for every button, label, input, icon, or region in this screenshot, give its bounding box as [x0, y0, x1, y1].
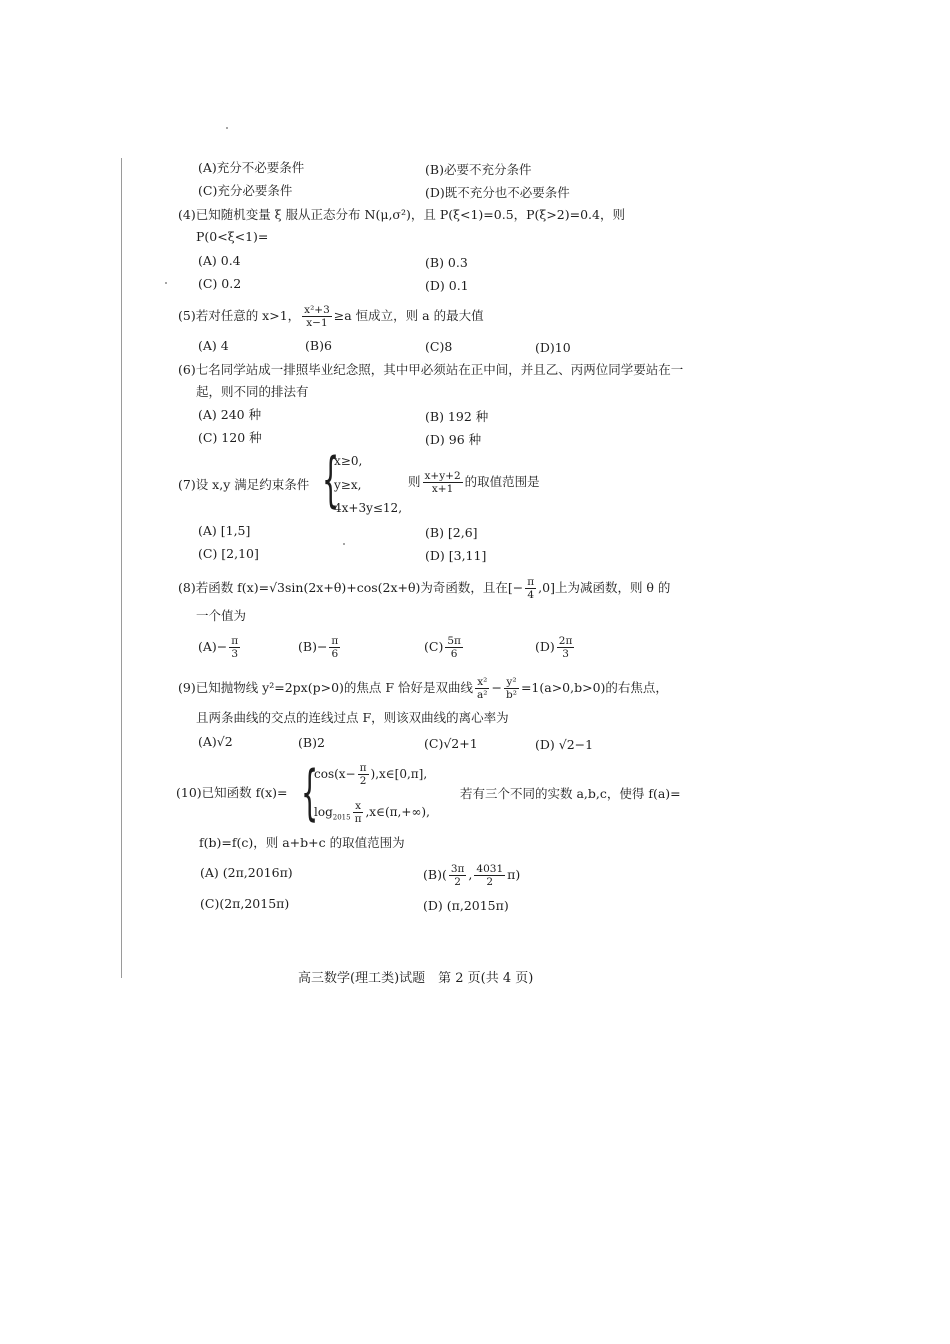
q7-stem-pre: (7)设 x,y 满足约束条件: [178, 477, 310, 492]
q9-stem-pre: (9)已知抛物线 y²=2px(p>0)的焦点 F 恰好是双曲线: [178, 680, 474, 695]
q8-option-d-den: 3: [562, 648, 569, 660]
q7-constraint-1: x≥0,: [334, 454, 363, 468]
q3-option-a: (A)充分不必要条件: [198, 160, 305, 175]
q8-option-d: [535, 635, 576, 660]
q7-option-a: (A) [1,5]: [198, 523, 251, 538]
q5-option-c: (C)8: [425, 339, 453, 354]
q10-piecewise-brace: {: [301, 758, 319, 828]
q8-option-b-num: π: [331, 635, 339, 647]
q8-option-a: [198, 635, 242, 660]
q9-option-d: (D) √2−1: [535, 737, 594, 752]
q10-option-b-frac-1: [449, 863, 467, 888]
q5-option-a: (A) 4: [198, 338, 229, 353]
q6-stem-line1: (6)七名同学站成一排照毕业纪念照，其中甲必须站在正中间，并且乙、丙两位同学要站在一: [178, 362, 684, 377]
q10-option-b-num-1: 3π: [450, 863, 465, 875]
q10-case-1-den: 2: [359, 775, 367, 787]
q8-option-a-num: π: [231, 635, 239, 647]
q9-option-b: (B)2: [298, 735, 325, 750]
q8-option-b-den: 6: [331, 648, 339, 660]
q7-option-b: (B) [2,6]: [425, 525, 478, 540]
scan-speck: [165, 282, 167, 284]
q8-fraction: [525, 576, 536, 601]
q8-option-c-den: 6: [450, 648, 458, 660]
q4-stem-line2: P(0<ξ<1)=: [196, 229, 269, 244]
q8-option-c-frac: [445, 635, 463, 660]
q8-option-d-label: (D): [535, 639, 555, 654]
q10-case-1-pre: cos(x−: [314, 767, 356, 781]
q9-stem-line2: 且两条曲线的交点的连线过点 F，则该双曲线的离心率为: [196, 710, 509, 725]
q10-option-b-label: (B)(: [423, 867, 447, 882]
q7-constraint-3: 4x+3y≤12,: [334, 501, 403, 515]
q6-option-b: (B) 192 种: [425, 409, 489, 424]
q10-case-1: [314, 762, 427, 787]
q8-stem-pre: (8)若函数 f(x)=√3sin(2x+θ)+cos(2x+θ)为奇函数，且在[−: [178, 580, 524, 595]
q8-option-a-label: (A)−: [198, 639, 228, 654]
q8-frac-den: 4: [527, 589, 535, 601]
q4-option-c: (C) 0.2: [198, 276, 242, 291]
q9-stem-line1: [178, 676, 668, 701]
q6-option-a: (A) 240 种: [198, 407, 262, 422]
q10-case-1-num: π: [359, 762, 367, 774]
q8-option-d-frac: [557, 635, 575, 660]
q7-frac-num: x+y+2: [424, 470, 461, 482]
q3-option-b: (B)必要不充分条件: [425, 162, 532, 177]
q8-option-d-num: 2π: [558, 635, 573, 647]
q10-option-b-num-2: 4031: [476, 863, 504, 875]
q10-case-2-log: log: [314, 805, 333, 819]
q9-stem-post: =1(a>0,b>0)的右焦点，: [520, 680, 668, 695]
q9-frac-x-den: a²: [477, 689, 488, 701]
scan-speck: [226, 127, 228, 129]
q9-frac-y-den: b²: [506, 689, 517, 701]
q5-stem: [178, 304, 484, 329]
q7-constraint-2: y≥x,: [334, 478, 362, 492]
q10-stem-post: 若有三个不同的实数 a,b,c，使得 f(a)=: [460, 786, 681, 801]
q7-fraction: [423, 470, 463, 495]
q4-option-a: (A) 0.4: [198, 253, 241, 268]
q8-option-a-frac: [229, 635, 240, 660]
q9-option-c: (C)√2+1: [424, 736, 478, 751]
q9-frac-y-num: y²: [506, 676, 517, 688]
q10-case-2-den: π: [354, 813, 362, 825]
q5-frac-num: x²+3: [304, 304, 330, 316]
q9-minus: −: [491, 680, 503, 695]
q4-option-b: (B) 0.3: [425, 255, 468, 270]
q10-option-b-frac-2: [474, 863, 505, 888]
q5-fraction: [302, 304, 332, 329]
q9-frac-x-num: x²: [477, 676, 488, 688]
q6-option-d: (D) 96 种: [425, 432, 482, 447]
q8-option-b-frac: [329, 635, 340, 660]
q8-option-a-den: 3: [231, 648, 239, 660]
q9-option-a: (A)√2: [198, 734, 233, 749]
q10-option-b-den-1: 2: [454, 876, 461, 888]
q8-stem-post: ,0]上为减函数，则 θ 的: [538, 580, 671, 595]
binding-margin-line: [121, 158, 122, 978]
q10-case-2-num: x: [355, 800, 361, 812]
q10-option-b-tail: π): [507, 867, 521, 882]
q5-frac-den: x−1: [306, 317, 328, 329]
q8-stem-line1: [178, 576, 670, 601]
q6-option-c: (C) 120 种: [198, 430, 262, 445]
q8-option-c-label: (C): [424, 639, 444, 654]
q10-case-1-post: ),x∈[0,π],: [370, 767, 428, 781]
q10-option-c: (C)(2π,2015π): [200, 896, 290, 911]
page-footer: 高三数学(理工类)试题 第 2 页(共 4 页): [298, 971, 534, 986]
q3-option-d: (D)既不充分也不必要条件: [425, 185, 570, 200]
q8-option-b-label: (B)−: [298, 639, 328, 654]
q10-option-a: (A) (2π,2016π): [200, 865, 293, 880]
q7-option-d: (D) [3,11]: [425, 548, 487, 563]
q5-option-d: (D)10: [535, 340, 571, 355]
q10-option-d: (D) (π,2015π): [423, 898, 509, 913]
q8-option-c: [424, 635, 465, 660]
q3-option-c: (C)充分必要条件: [198, 183, 293, 198]
q4-stem-line1: (4)已知随机变量 ξ 服从正态分布 N(μ,σ²)，且 P(ξ<1)=0.5，P(ξ>2)=0.4，则: [178, 207, 625, 222]
q8-stem-line2: 一个值为: [196, 608, 247, 623]
q9-frac-y: [504, 676, 519, 701]
q7-stem-post: [408, 470, 540, 495]
q10-option-b-comma: ,: [468, 867, 473, 882]
q5-stem-pre: (5)若对任意的 x>1，: [178, 308, 301, 323]
q10-case-1-frac: [358, 762, 369, 787]
q7-stem-tail: 的取值范围是: [464, 474, 540, 489]
q7-stem-mid: 则: [408, 474, 421, 489]
q6-stem-line2: 起，则不同的排法有: [196, 384, 309, 399]
q7-option-c: (C) [2,10]: [198, 546, 259, 561]
q8-option-c-num: 5π: [447, 635, 461, 647]
q10-case-2: [314, 800, 430, 828]
q10-option-b: [423, 863, 520, 888]
q7-system-brace: {: [322, 445, 340, 515]
q5-option-b: (B)6: [305, 338, 332, 353]
q10-case-2-frac: [353, 800, 364, 825]
q8-option-b: [298, 635, 342, 660]
q10-stem-line2: f(b)=f(c)，则 a+b+c 的取值范围为: [199, 835, 405, 850]
q7-frac-den: x+1: [431, 483, 454, 495]
scan-speck: [343, 543, 345, 545]
q10-stem-pre: (10)已知函数 f(x)=: [176, 785, 288, 800]
q10-case-2-base: 2015: [332, 813, 351, 822]
q10-case-2-post: ,x∈(π,+∞),: [365, 805, 430, 819]
q10-option-b-den-2: 2: [486, 876, 494, 888]
q5-stem-post: ≥a 恒成立，则 a 的最大值: [333, 308, 484, 323]
q8-frac-num: π: [527, 576, 535, 588]
q9-frac-x: [475, 676, 489, 701]
q4-option-d: (D) 0.1: [425, 278, 469, 293]
